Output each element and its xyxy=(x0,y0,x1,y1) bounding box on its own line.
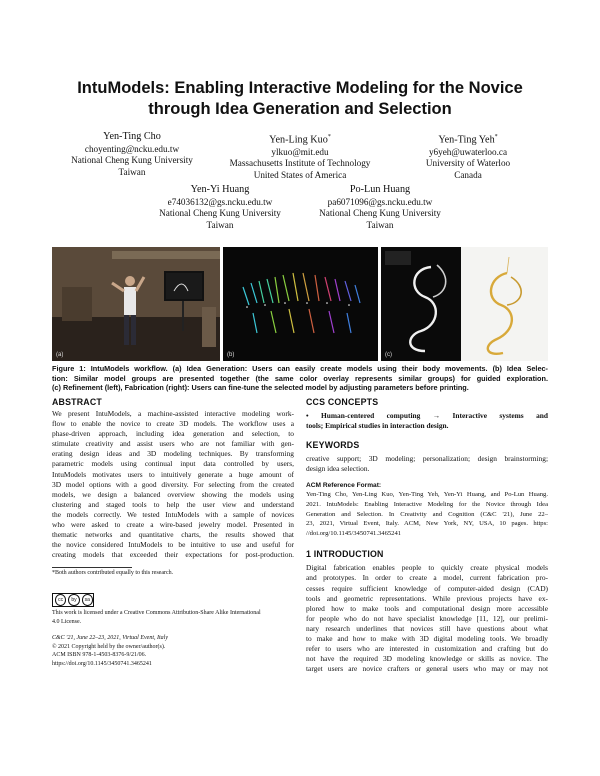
abstract-heading: ABSTRACT xyxy=(52,397,102,407)
abstract-line: phase-driven approach, including idea generation and selection, to xyxy=(52,429,294,439)
caption-line: Figure 1: IntuModels workflow. (a) Idea Generation: Users can easily create models using their body movements. (b) Idea Selec- xyxy=(52,364,548,373)
author-name: Yen-Ling Kuo xyxy=(269,134,328,146)
author-name: Yen-Yi Huang xyxy=(190,184,250,195)
abstract-line: 3D model options with a good diversity. For selecting from the created xyxy=(52,479,294,489)
abstract-line: erating design ideas and 3D modeling techniques. By transforming xyxy=(52,449,294,459)
author-affiliation: National Cheng Kung University xyxy=(71,155,193,165)
author-email: choyenting@ncku.edu.tw xyxy=(84,143,180,154)
conference-line: C&C '21, June 22–23, 2021, Virtual Event, Italy xyxy=(52,635,168,642)
ccs-heading: CCS CONCEPTS xyxy=(306,397,379,407)
author-affiliation: University of Waterloo xyxy=(425,158,511,169)
refinement-fabrication-render xyxy=(381,247,548,361)
panel-label: (c) xyxy=(385,352,392,358)
author-country: Taiwan xyxy=(118,166,146,177)
reference-line: Yen-Ting Cho, Yen-Ling Kuo, Yen-Ting Yeh, Yen-Yi Huang, and Po-Lun Huang. xyxy=(306,491,548,499)
author-name: Yen-Ting Yeh xyxy=(438,134,495,146)
reference-line: Generation and Selection. In Creativity and Cognition (C&C '21), June 22– xyxy=(306,510,548,518)
author-email: e74036132@gs.ncku.edu.tw xyxy=(167,196,273,207)
panel-label: (a) xyxy=(56,352,64,358)
intro-line: to make and how to make with 3D digital modeling tools. We broadly xyxy=(306,634,548,643)
intro-line: Digital fabrication enables people to quickly create physical models xyxy=(306,563,548,573)
reference-line: 23, 2021, Virtual Event, Italy. ACM, New York, NY, USA, 10 pages. https: xyxy=(306,520,548,528)
paper-title xyxy=(40,78,560,120)
equal-contribution-mark: * xyxy=(327,134,331,140)
author-country: Canada xyxy=(454,169,482,180)
abstract-line: stimulate creativity and assist users who are not familiar with gen- xyxy=(52,439,294,449)
figure-panel-a xyxy=(52,247,220,361)
footnote-rule xyxy=(52,567,132,568)
keywords-line: design idea selection. xyxy=(306,464,370,474)
introduction-body xyxy=(306,563,548,674)
intro-line: cesses require sufficient knowledge of computer-aided design (CAD) xyxy=(306,583,548,593)
intro-line: plored how to make tools and computational design more accessible xyxy=(306,603,548,613)
author-name: Po-Lun Huang xyxy=(349,184,411,195)
intro-line: target users are novice crafters or general users who may or may not xyxy=(306,664,548,674)
intro-line: tools and geometric representations. While previous projects have ex- xyxy=(306,593,548,603)
abstract-line: the novice considered IntuModels to be intuitive to use and useful for xyxy=(52,540,294,550)
figure-caption xyxy=(52,364,548,393)
sa-icon: sa xyxy=(82,594,93,606)
reference-heading: ACM Reference Format: xyxy=(306,482,382,490)
ccs-line: tools; Empirical studies in interaction design. xyxy=(306,421,449,431)
author-country: United States of America xyxy=(253,169,347,180)
panel-label: (b) xyxy=(227,352,235,358)
intro-line: and prototypes. In order to create a model, current fabrication pro- xyxy=(306,573,548,583)
keywords-heading: KEYWORDS xyxy=(306,440,360,451)
author-block xyxy=(210,131,390,181)
license-text xyxy=(52,609,294,626)
caption-line: tion: Similar model groups are presented together (the same color overlay represents similar groups) for guided exploration. xyxy=(52,373,548,383)
abstract-line: thematic networks and quantitative charts, the results showed that xyxy=(52,530,294,540)
idea-selection-render xyxy=(223,247,378,361)
reference-line: 2021. IntuModels: Enabling Interactive Modeling for the Novice through Idea xyxy=(306,500,548,508)
author-affiliation: National Cheng Kung University xyxy=(159,208,281,218)
abstract-line: the models correctly. We tested IntuModels with a sample of novices xyxy=(52,509,294,519)
cc-icon: cc xyxy=(55,594,66,606)
left-column xyxy=(52,397,294,669)
idea-generation-photo xyxy=(52,247,220,361)
reference-line: //doi.org/10.1145/3450741.3465241 xyxy=(306,529,402,537)
author-country: Taiwan xyxy=(206,219,234,230)
author-affiliation: Massachusetts Institute of Technology xyxy=(229,158,371,169)
abstract-line: clustering and staged tools to help the user view and understand xyxy=(52,499,294,509)
conference-info xyxy=(52,634,294,668)
figure-panel-b xyxy=(223,247,378,361)
reference-body xyxy=(306,490,548,538)
caption-line: (c) Refinement (left), Fabrication (right): Users can fine-tune the selected model by adjusting parameters before printing. xyxy=(52,383,469,393)
figure-panel-c xyxy=(381,247,548,361)
author-block xyxy=(300,184,460,231)
doi-link[interactable]: https://doi.org/10.1145/3450741.3465241 xyxy=(52,660,152,667)
intro-line: not have the required 3D modeling knowledge or skills as novice. The xyxy=(306,654,548,664)
author-email: y6yeh@uwaterloo.ca xyxy=(428,146,508,157)
introduction-heading: 1 INTRODUCTION xyxy=(306,549,384,560)
author-name: Yen-Ting Cho xyxy=(103,131,161,142)
cc-license-badge xyxy=(52,588,294,607)
equal-contribution-mark: * xyxy=(494,134,498,140)
footnote: *Both authors contributed equally to this research. xyxy=(52,570,174,577)
teaser-figure xyxy=(52,247,548,361)
author-block xyxy=(52,131,212,178)
title-line-1: IntuModels: Enabling Interactive Modeling for the Novice xyxy=(77,79,523,97)
right-column xyxy=(306,397,548,674)
license-line: 4.0 License. xyxy=(52,618,82,625)
author-country: Taiwan xyxy=(366,219,394,230)
author-email: ylkuo@mit.edu xyxy=(271,146,329,157)
author-block xyxy=(388,131,548,181)
license-line: This work is licensed under a Creative Commons Attribution-Share Alike International xyxy=(52,610,261,616)
title-line-2: through Idea Generation and Selection xyxy=(148,100,452,118)
author-affiliation: National Cheng Kung University xyxy=(319,208,441,218)
intro-line: refer to users who are interested in customization and crafting but do xyxy=(306,644,548,654)
abstract-body xyxy=(52,409,294,560)
abstract-line: models, we design a balanced overview showing the models using xyxy=(52,489,294,499)
intro-line: nary research underlines that novices still have questions about what xyxy=(306,623,548,633)
ccs-body xyxy=(306,411,548,431)
intro-line: for people who do not have specialist knowledge [11, 12], our prelimi- xyxy=(306,613,548,623)
abstract-line: IntuModels motivates users to intuitively generate a huge amount of xyxy=(52,469,294,479)
ccs-line: • Human-centered computing → Interactive systems and xyxy=(306,411,548,420)
conference-line: ACM ISBN 978-1-4503-8376-9/21/06. xyxy=(52,652,147,659)
author-email: pa6071096@gs.ncku.edu.tw xyxy=(327,196,433,207)
abstract-line: who were asked to create a wire-based jewelry model. Presented in xyxy=(52,520,294,530)
keywords-body xyxy=(306,454,548,474)
abstract-line: flow to enable the novice to create 3D models. The workflow uses a xyxy=(52,419,294,429)
by-icon: by xyxy=(68,594,79,606)
abstract-line: parametric models using continual input data controlled by users, xyxy=(52,459,294,469)
author-block xyxy=(140,184,300,231)
abstract-line: creating models that exceeded their expectations for post-production. xyxy=(52,550,294,560)
keywords-line: creative support; 3D modeling; personalization; design brainstorming; xyxy=(306,454,548,464)
conference-line: © 2021 Copyright held by the owner/author(s). xyxy=(52,643,166,650)
abstract-line: We present IntuModels, a machine-assisted interactive modeling work- xyxy=(52,409,294,418)
